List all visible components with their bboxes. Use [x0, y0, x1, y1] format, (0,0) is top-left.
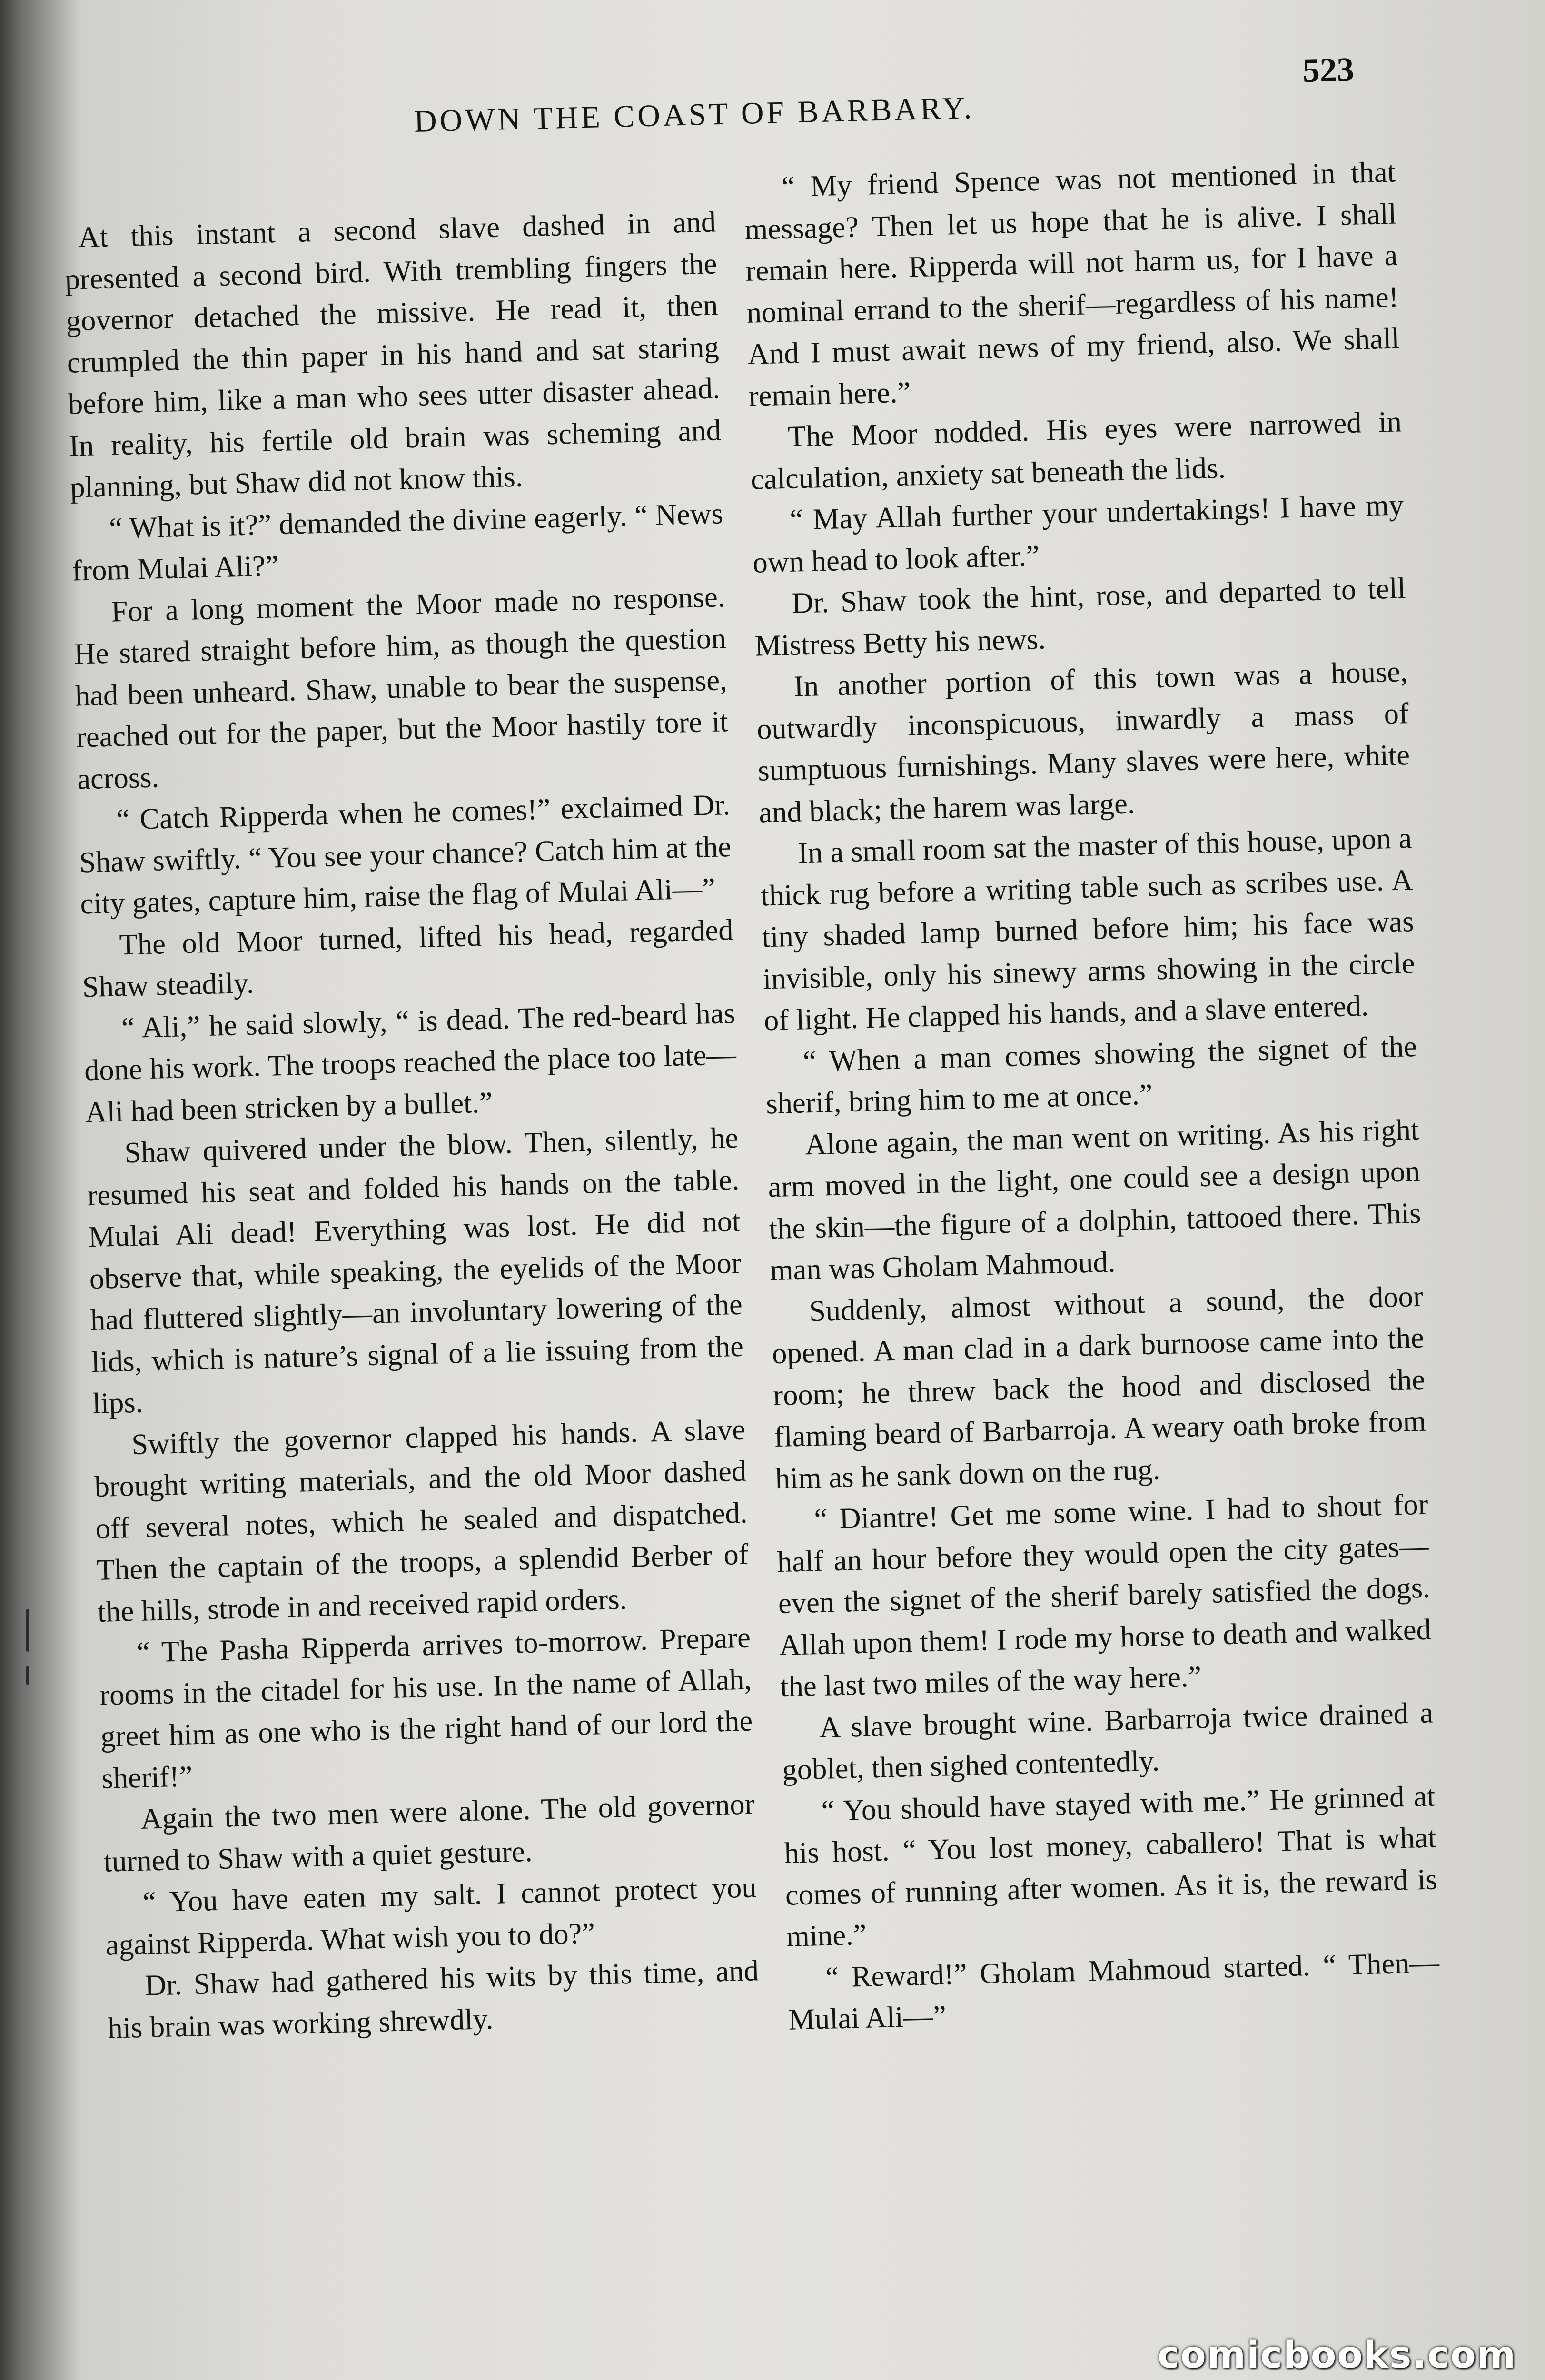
paragraph: Suddenly, almost without a sound, the door opened. A man clad in a dark burnoose came into the room; he threw back the hood and disclosed the flaming beard of Barbarroja. A weary oath broke from him as he sank down on the rug.: [772, 1279, 1426, 1495]
left-text-column: [63, 201, 760, 2049]
paragraph: Dr. Shaw took the hint, rose, and departed to tell Mistress Betty his news.: [754, 571, 1406, 663]
page-number: 523: [1302, 50, 1355, 90]
paragraph: Alone again, the man went on writing. As his right arm moved in the light, one could see a design upon the skin—the figure of a dolphin, tattooed there. This man was Gholam Mahmoud.: [767, 1112, 1422, 1287]
paragraph: The Moor nodded. His eyes were narrowed in calculation, anxiety sat beneath the lids.: [750, 405, 1402, 496]
binding-shadow-mark: [26, 1666, 29, 1685]
paragraph: A slave brought wine. Barbarroja twice drained a goblet, then sighed contentedly.: [782, 1696, 1434, 1786]
paragraph: In another portion of this town was a house, outwardly inconspicuous, inwardly a mass of sumptuous furnishings. Many slaves were here, white and black; the harem was large.: [756, 654, 1410, 829]
paragraph: “ Diantre! Get me some wine. I had to shout for half an hour before they would open the city gates—even the signet of the sherif barely satisfied the dogs. Allah upon them! I rode my horse to death and walked the last two miles of the way here.”: [776, 1487, 1432, 1703]
paragraph: “ Ali,” he said slowly, “ is dead. The red-beard has done his work. The troops reached the place too late—Ali had been stricken by a bullet.”: [84, 996, 737, 1129]
paragraph: “ Reward!” Gholam Mahmoud started. “ Then—Mulai Ali—”: [788, 1945, 1440, 2036]
site-watermark: comicbooks.com: [1157, 2334, 1516, 2377]
running-head: DOWN THE COAST OF BARBARY.: [414, 90, 975, 139]
paragraph: Dr. Shaw had gathered his wits by this time, and his brain was working shrewdly.: [107, 1954, 759, 2045]
paragraph: “ When a man comes showing the signet of the sherif, bring him to me at once.”: [765, 1029, 1417, 1121]
right-text-column: [743, 151, 1441, 2041]
paragraph: “ May Allah further your undertakings! I have my own head to look after.”: [752, 488, 1404, 579]
paragraph: “ What is it?” demanded the divine eagerly. “ News from Mulai Ali?”: [71, 496, 723, 587]
paragraph: “ My friend Spence was not mentioned in that message? Then let us hope that he is alive. I shall remain here. Ripperda will not harm us, for I have a nominal errand to the sherif—regardless of his name! And I must await news of my friend, also. We shall remain here.”: [744, 155, 1400, 413]
paragraph: Again the two men were alone. The old governor turned to Shaw with a quiet gesture.: [103, 1787, 755, 1878]
paragraph: The old Moor turned, lifted his head, regarded Shaw steadily.: [82, 912, 734, 1004]
paragraph: “ You should have stayed with me.” He grinned at his host. “ You lost money, caballero! That is what comes of running after women. As it is, the reward is mine.”: [783, 1778, 1438, 1953]
paragraph: “ You have eaten my salt. I cannot protect you against Ripperda. What wish you to do?”: [105, 1870, 757, 1962]
paragraph: In a small room sat the master of this house, upon a thick rug before a writing table such as scribes use. A tiny shaded lamp burned before him; his face was invisible, only his sinewy arms showing in the circle of light. He clapped his hands, and a slave entered.: [760, 821, 1416, 1037]
paragraph: Shaw quivered under the blow. Then, silently, he resumed his seat and folded his hands on the table. Mulai Ali dead! Everything was lost. He did not observe that, while speaking, the eyelids of the Moor had fluttered slightly—an involuntary lowering of the lids, which is nature’s signal of a lie issuing from the lips.: [87, 1121, 744, 1420]
paragraph: “ The Pasha Ripperda arrives to-morrow. Prepare rooms in the citadel for his use. In the name of Allah, greet him as one who is the right hand of our lord the sherif!”: [99, 1620, 753, 1795]
paragraph: At this instant a second slave dashed in and presented a second bird. With trembling fingers the governor detached the missive. He read it, then crumpled the thin paper in his hand and sat staring before him, like a man who sees utter disaster ahead. In reality, his fertile old brain was scheming and planning, but Shaw did not know this.: [64, 205, 722, 504]
binding-shadow-mark: [26, 1609, 29, 1652]
paragraph: “ Catch Ripperda when he comes!” exclaimed Dr. Shaw swiftly. “ You see your chance? Catch him at the city gates, capture him, raise the flag of Mulai Ali—”: [79, 788, 732, 921]
paragraph: Swiftly the governor clapped his hands. A slave brought writing materials, and the old Moor dashed off several notes, which he sealed and dispatched. Then the captain of the troops, a splendid Berber of the hills, strode in and received rapid orders.: [94, 1412, 749, 1628]
paragraph: For a long moment the Moor made no response. He stared straight before him, as though the question had been unheard. Shaw, unable to bear the suspense, reached out for the paper, but the Moor hastily tore it across.: [73, 579, 729, 796]
